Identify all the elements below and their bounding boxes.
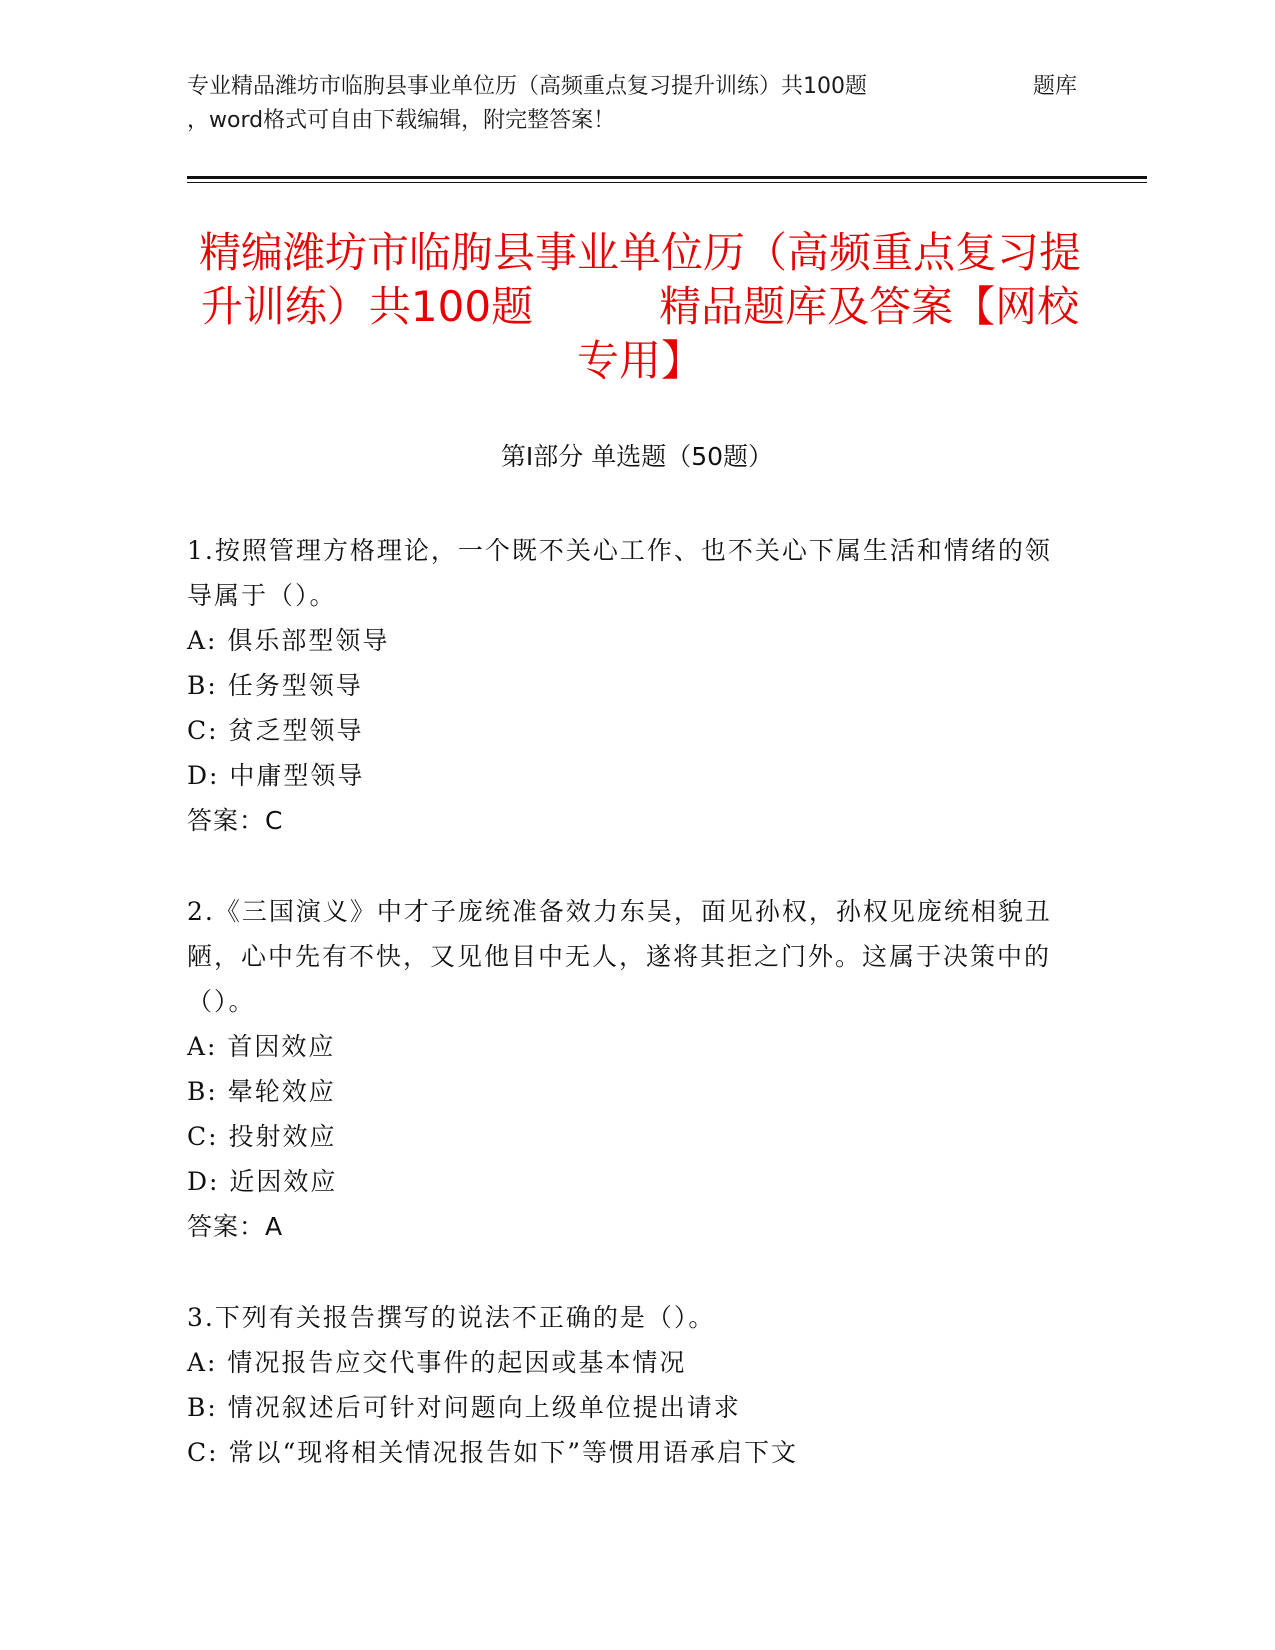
header-title: 专业精品潍坊市临朐县事业单位历（高频重点复习提升训练）共100题 [187, 74, 867, 99]
option-b: B: 晕轮效应 [187, 1077, 336, 1106]
option-b: B: 情况叙述后可针对问题向上级单位提出请求 [187, 1393, 741, 1422]
header-divider-thin [187, 182, 1147, 183]
header-tag: 题库 [1033, 74, 1078, 99]
option-c: C: 贫乏型领导 [187, 716, 364, 745]
question-stem: 3.下列有关报告撰写的说法不正确的是（）。 [187, 1303, 716, 1332]
option-a: A: 情况报告应交代事件的起因或基本情况 [187, 1348, 687, 1377]
option-b: B: 任务型领导 [187, 671, 363, 700]
option-a: A: 俱乐部型领导 [187, 626, 390, 655]
question-2 [187, 889, 1067, 1249]
header-divider-thick [187, 176, 1147, 179]
question-stem: 1.按照管理方格理论，一个既不关心工作、也不关心下属生活和情绪的领导属于（）。 [187, 536, 1052, 610]
option-a: A: 首因效应 [187, 1032, 336, 1061]
answer: 答案：C [187, 806, 284, 835]
document-title: 精编潍坊市临朐县事业单位历（高频重点复习提升训练）共100题 精品题库及答案【网校专用】 [198, 228, 1081, 385]
answer: 答案：A [187, 1212, 284, 1241]
question-3 [187, 1295, 1067, 1475]
option-d: D: 中庸型领导 [187, 761, 365, 790]
option-d: D: 近因效应 [187, 1167, 338, 1196]
header-subtitle: ，word格式可自由下载编辑，附完整答案！ [187, 108, 616, 133]
question-stem: 2.《三国演义》中才子庞统准备效力东吴，面见孙权，孙权见庞统相貌丑陋，心中先有不快，又见他目中无人，遂将其拒之门外。这属于决策中的（）。 [187, 897, 1052, 1016]
section-title: 第Ⅰ部分 单选题（50题） [500, 442, 774, 471]
question-list [187, 528, 1067, 1521]
question-1 [187, 528, 1067, 843]
page-header [187, 70, 1147, 138]
header-line-1 [187, 70, 1147, 104]
option-c: C: 常以“现将相关情况报告如下”等惯用语承启下文 [187, 1438, 799, 1467]
option-c: C: 投射效应 [187, 1122, 337, 1151]
